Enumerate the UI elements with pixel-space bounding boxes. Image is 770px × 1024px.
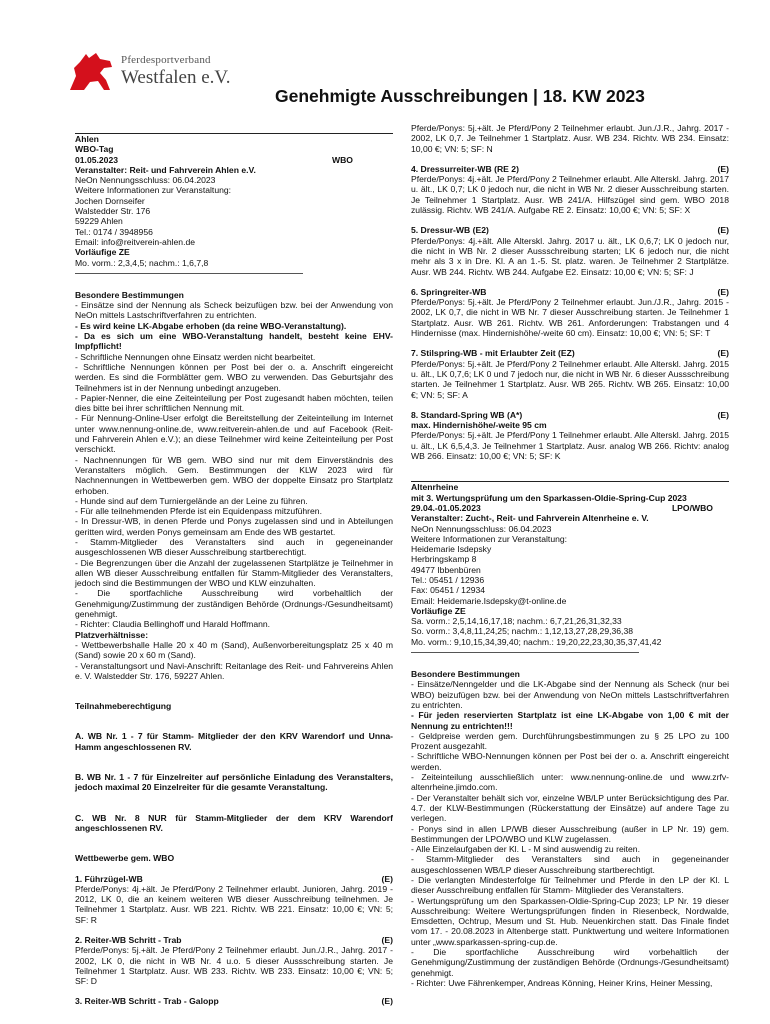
special-item: - Nachnennungen für WB gem. WBO sind nur mit dem Einverständnis des Veranstalters möglich. Gem. Bestimmungen der KLW 2023 wird für Nachnennungen in Wettbewerben gem. WBO der doppelte Einsatz pro Startplatz erhoben. xyxy=(75,454,393,496)
special2-item: - Für jeden reservierten Startplatz ist eine LK-Abgabe von 1,00 € mit der Nennung zu entrichten!!! xyxy=(411,710,729,731)
special2-item: - Richter: Uwe Fährenkemper, Andreas Könning, Heiner Krins, Heiner Messing, xyxy=(411,977,713,988)
wb3-title: 3. Reiter-WB Schritt - Trab - Galopp xyxy=(75,996,219,1007)
special-item: - Papier-Nenner, die eine Zeiteinteilung per Post zugesandt haben möchten, teilen dies bitte bei ihrer schriftlichen Nennung mit. xyxy=(75,392,393,414)
wb1-header xyxy=(75,874,393,884)
page-title: Genehmigte Ausschreibungen | 18. KW 2023 xyxy=(275,86,645,106)
special2-item: - Der Veranstalter behält sich vor, einzelne WB/LP unter Berücksichtigung des Par. 4.7. der KLW-Bestimmungen (Rückerstattung der Einsätze) auf andere Tage zu verlegen. xyxy=(411,792,729,824)
wb4-header xyxy=(411,164,729,174)
special-item: - Für Nennung-Online-User erfolgt die Bereitstellung der Zeiteinteilung im Internet unter www.nennung-online.de, www.reitverein-ahlen.de und auf Facebook (Reit- und Fahrverein Ahlen e.V.); an diese Teilnehmer wird keine Zeiteinteilung per Post verschickt. xyxy=(75,413,393,455)
event2-sa: Sa. vorm.: 2,5,14,16,17,18; nachm.: 6,7,21,26,31,32,33 xyxy=(411,616,622,627)
wb3-header xyxy=(75,996,393,1006)
event2-badge: LPO/WBO xyxy=(671,502,713,513)
special2-item: - Stamm-Mitglieder des Veranstalters sind auch in gegeneinander ausgeschlossenen WB/LP dieser Ausschreibung startberechtigt. xyxy=(411,854,729,875)
event-header-altenrheine xyxy=(411,481,729,523)
teilnahme-a: A. WB Nr. 1 - 7 für Stamm- Mitglieder der den KRV Warendorf und Unna-Hamm angeschlossenen RV. xyxy=(75,731,393,752)
wb6-title: 6. Springreiter-WB xyxy=(411,286,487,297)
event-schedule: Mo. vorm.: 2,3,4,5; nachm.: 1,6,7,8 xyxy=(75,257,209,268)
platz-item: - Wettbewerbshalle Halle 20 x 40 m (Sand), Außenvorbereitungsplatz 25 x 40 m (Sand) sowie 20 x 60 m (Sand). xyxy=(75,639,393,661)
event2-deadline: NeOn Nennungsschluss: 06.04.2023 xyxy=(411,523,552,534)
special-item: - Hunde sind auf dem Turniergelände an der Leine zu führen. xyxy=(75,495,308,506)
wb3-text: Pferde/Ponys: 5j.+ält. Je Pferd/Pony 2 Teilnehmer erlaubt. Jun./J.R., Jahrg. 2017 - 2002, LK 0,7. Je Teilnehmer 1 Startplatz. Ausr. WB 234. Richtv. WB 234. Einsatz: 10,00 €; VN: 5; SF: N xyxy=(411,123,729,154)
special-item: - Da es sich um eine WBO-Veranstaltung handelt, besteht keine EHV-Impfpflicht! xyxy=(75,331,393,352)
event2-email[interactable]: Email: Heidemarie.Isdepsky@t-online.de xyxy=(411,595,567,606)
wb4-text: Pferde/Ponys: 4j.+ält. Je Pferd/Pony 2 Teilnehmer erlaubt. Alle Alterskl. Jahrg. 2017 u. ält., LK 0,7; LK 0 jedoch nur, die nicht in WB Nr. 2 dieser Ausschreibung starten. Je Teilnehmer 1 Startplatz. Ausr. WB 241/A. Hilfszügel sind gem. WBO 2018 zulässig. Richtv. WB 241/A. Aufgabe RE 2. Einsatz: 10,00 €; VN: 5; SF: X xyxy=(411,174,729,216)
logo-line-1: Pferdesportverband xyxy=(121,54,211,66)
wb2-text: Pferde/Ponys: 5j.+ält. Je Pferd/Pony 2 Teilnehmer erlaubt. Jun./J.R., Jahrg. 2017 - 2002, LK 0, die nicht in WB Nr. 4 u.o. 5 dieser Aussschreibung starten. Je Teilnehmer 1 Startplatz. Ausr. WB 233. Richtv. WB 233. Einsatz: 10,00 €; VN: 5; SF: D xyxy=(75,945,393,987)
event2-prelim: Vorläufige ZE xyxy=(411,605,466,616)
special2-item: - Zeiteinteilung ausschließlich unter: www.nennung-online.de und www.zrfv-altenrheine.jimdo.com. xyxy=(411,772,729,793)
event-tel: Tel.: 0174 / 3948956 xyxy=(75,226,153,237)
wb2-header xyxy=(75,935,393,945)
wb5-e: (E) xyxy=(717,225,729,236)
event-type: WBO-Tag xyxy=(75,144,114,155)
event2-info-label: Weitere Informationen zur Veranstaltung: xyxy=(411,533,568,544)
special2-item: - Ponys sind in allen LP/WB dieser Ausschreibung (außer in LP Nr. 19) gem. Bestimmungen der LPO/WBO und KLW zugelassen. xyxy=(411,823,729,844)
event-badge: WBO xyxy=(331,154,353,165)
wb5-title: 5. Dressur-WB (E2) xyxy=(411,225,489,236)
wb6-header xyxy=(411,287,729,297)
wb4-title: 4. Dressurreiter-WB (RE 2) xyxy=(411,163,519,174)
event2-so: So. vorm.: 3,4,8,11,24,25; nachm.: 1,12,13,27,28,29,36,38 xyxy=(411,626,633,637)
event-street: Walstedder Str. 176 xyxy=(75,206,151,217)
special2-item: - Wertungsprüfung um den Sparkassen-Oldie-Spring-Cup 2023; LP Nr. 19 dieser Ausschreibung: Weitere Wertungsprüfungen finden in Riesenbeck, Nordwalde, Emsdetten, Ochtrup, Mesum und St. Hub. Neuenkirchen statt. Das Finale findet vom 17. - 20.08.2023 in Altenberge statt. Punktwertung und weitere Informationen unter „www.sparkassen-spring-cup.de. xyxy=(411,895,729,947)
event-contact: Jochen Dornseifer xyxy=(75,195,145,206)
teilnahme-b: B. WB Nr. 1 - 7 für Einzelreiter auf persönliche Einladung des Veranstalters, jedoch maximal 20 Einzelreiter für die gesamte Veranstaltung. xyxy=(75,772,393,793)
event-date-row xyxy=(75,155,393,165)
special2-item: - Die verlangten Mindesterfolge für Teilnehmer und Pferde in den LP der Kl. L dieser Ausschreibung entfallen für Stamm- Mitglieder des Veranstalters. xyxy=(411,875,729,896)
event-prelim: Vorläufige ZE xyxy=(75,247,130,258)
special-item: - Es wird keine LK-Abgabe erhoben (da reine WBO-Veranstaltung). xyxy=(75,320,347,331)
wb6-text: Pferde/Ponys: 5j.+ält. Je Pferd/Pony 2 Teilnehmer erlaubt. Jun./J.R., Jahrg. 2015 - 2002, LK 0,7, die nicht in WB Nr. 7 dieser Ausschreibung starten. Je Teilnehmer 1 Startplatz. Ausr. WB 261. Richtv. WB 261. Anforderungen: Trabstangen und 4 Hindernisse (max. Hindernishöhe/-weite 60 cm). Einsatz: 10,00 €; VN: 5; SF: T xyxy=(411,297,729,339)
event-date: 01.05.2023 xyxy=(75,154,119,165)
special2-item: - Schriftliche WBO-Nennungen können per Post bei der o. a. Anschrift eingereicht werden. xyxy=(411,751,729,772)
wb5-text: Pferde/Ponys: 4j.+ält. Alle Alterskl. Jahrg. 2017 u. ält., LK 0,6,7; LK 0 jedoch nur, die nicht in WB Nr. 2 dieser Aussschreibung starten; LK 6 jedoch nur, die nicht mehr als 3 x in Dre. Kl. A an 1.-5. St. platz. waren. Je Teilnehmer 2 Startplätze. Ausr. WB 244. Richtv. WB 244. Aufgabe E2. Einsatz: 10,00 €; VN: 5; SF: J xyxy=(411,235,729,277)
wb2-e: (E) xyxy=(381,935,393,945)
wb1-text: Pferde/Ponys: 4j.+ält. Je Pferd/Pony 2 Teilnehmer erlaubt. Junioren, Jahrg. 2019 - 2012, LK 0, die an keinem weiteren WB dieser Ausschreibung teilnehmen. Je Teilnehmer 1 Startplatz. Ausr. WB 221. Richtv. WB 221. Einsatz: 10,00 €; VN: 5; SF: R xyxy=(75,883,393,925)
event2-zip: 49477 Ibbenbüren xyxy=(411,564,481,575)
event-city: Ahlen xyxy=(75,134,99,144)
special-item: - Für alle teilnehmenden Pferde ist ein Equidenpass mitzuführen. xyxy=(75,506,322,517)
event-zip: 59229 Ahlen xyxy=(75,216,123,227)
event2-tel: Tel.: 05451 / 12936 xyxy=(411,574,485,585)
special-item: - Stamm-Mitglieder des Veranstalters sind auch in gegeneinander ausgeschlossenen WB dieser Ausschreibung startberechtigt. xyxy=(75,536,393,558)
left-column xyxy=(75,123,393,1007)
special2-title: Besondere Bestimmungen xyxy=(411,669,520,680)
event2-mo: Mo. vorm.: 9,10,15,34,39,40; nachm.: 19,20,22,23,30,35,37,41,42 xyxy=(411,636,662,647)
event2-date: 29.04.-01.05.2023 xyxy=(411,502,481,513)
event2-street: Herbringskamp 8 xyxy=(411,554,477,565)
teilnahme-c: C. WB Nr. 8 NUR für Stamm-Mitglieder der dem KRV Warendorf angeschlossenen RV. xyxy=(75,812,393,833)
wb7-e: (E) xyxy=(717,348,729,359)
event-info-label: Weitere Informationen zur Veranstaltung: xyxy=(75,185,232,196)
event2-city: Altenrheine xyxy=(411,482,459,493)
event-organizer: Veranstalter: Reit- und Fahrverein Ahlen e.V. xyxy=(75,164,256,175)
event2-organizer: Veranstalter: Zucht-, Reit- und Fahrverein Altenrheine e. V. xyxy=(411,513,649,524)
platz-item: - Veranstaltungsort und Navi-Anschrift: Reitanlage des Reit- und Fahrvereins Ahlen e. V. Walstedder Str. 176, 59227 Ahlen. xyxy=(75,660,393,681)
special-item: - Die Begrenzungen über die Anzahl der zugelassenen Startplätze je Teilnehmer in allen WB dieser Ausschreibung entfallen für Stamm-Mitglieder des Veranstalters, jedoch sind die Bestimmungen der WBO und KLW einzuhalten. xyxy=(75,557,393,589)
wb3-e: (E) xyxy=(381,996,393,1007)
wb8-title: 8. Standard-Spring WB (A*) xyxy=(411,409,523,420)
wb7-header xyxy=(411,348,729,358)
wb6-e: (E) xyxy=(717,286,729,297)
wb7-title: 7. Stilspring-WB - mit Erlaubter Zeit (EZ) xyxy=(411,348,575,359)
pferdesportverband-logo xyxy=(66,50,256,98)
wb-title: Wettbewerbe gem. WBO xyxy=(75,853,175,864)
special2-item: - Alle Einzelaufgaben der Kl. L - M sind auswendig zu reiten. xyxy=(411,844,640,855)
special2-item: - Einsätze/Nenngelder und die LK-Abgabe sind der Nennung als Scheck (nur bei WBO) beizufügen bzw. bei der Anwendung von NeOn mittels Lastschriftverfahren zu entrichten. xyxy=(411,679,729,710)
wb7-text: Pferde/Ponys: 5j.+ält. Je Pferd/Pony 2 Teilnehmer erlaubt. Alle Alterskl. Jahrg. 2015 u. ält., LK 0,7,6; LK 0 und 7 jedoch nur, die nicht in WB Nr. 6 dieser Aussschreibung starten. Je Teilnehmer 1 Startplatz. Ausr. WB 265. Richtv. WB 265. Einsatz: 10,00 €; VN: 5; SF: A xyxy=(411,358,729,400)
event-header-ahlen xyxy=(75,133,393,175)
special2-item: - Die sportfachliche Ausschreibung wird vorbehaltlich der Genehmigung/Zustimmung der zuständigen Behörde (Ordnungs-/Gesundheitsamt) genehmigt. xyxy=(411,947,729,978)
special-item: - Schriftliche Nennungen ohne Einsatz werden nicht bearbeitet. xyxy=(75,351,316,362)
special2-item: - Geldpreise werden gem. Durchführungsbestimmungen zu § 25 LPO zu 100 Prozent ausgezahlt. xyxy=(411,730,729,752)
logo-line-2: Westfalen e.V. xyxy=(121,67,231,88)
special-title: Besondere Bestimmungen xyxy=(75,289,184,300)
platz-title: Platzverhältnisse: xyxy=(75,629,149,640)
special-item: - Schriftliche Nennungen können per Post bei der o. a. Anschrift eingereicht werden. Es sind die Formblätter gem. WBO zu verwenden. Das Geburtsjahr des Teilnehmers ist in der Nennung unbedingt anzugeben. xyxy=(75,361,393,393)
wb1-title: 1. Führzügel-WB xyxy=(75,873,143,884)
wb8-sub: max. Hindernishöhe/-weite 95 cm xyxy=(411,420,547,431)
wb2-title: 2. Reiter-WB Schritt - Trab xyxy=(75,935,182,945)
wb8-e: (E) xyxy=(717,409,729,420)
right-column xyxy=(411,123,729,988)
wb8-text: Pferde/Ponys: 5j.+ält. Je Pferd/Pony 1 Teilnehmer erlaubt. Alle Alterskl. Jahrg. 2015 u. ält., LK 6,5,4,3. Je Teilnehmer 1 Startplatz. Ausr. analog WB 266. Richtv: analog WB 266. Einsatz: 10,00 €; VN: 5; SF: K xyxy=(411,430,729,462)
event-email[interactable]: Email: info@reitverein-ahlen.de xyxy=(75,236,196,247)
wb5-header xyxy=(411,225,729,235)
wb1-e: (E) xyxy=(381,873,393,884)
special-item: - Einsätze sind der Nennung als Scheck beizufügen bzw. bei der Anwendung von NeOn mittels Lastschriftverfahren zu entrichten. xyxy=(75,300,393,321)
teilnahme-title: Teilnahmeberechtigung xyxy=(75,701,172,712)
special-item: - Richter: Claudia Bellinghoff und Harald Hoffmann. xyxy=(75,619,271,630)
wb4-e: (E) xyxy=(717,163,729,174)
event2-date-row xyxy=(411,503,729,513)
special-item: - In Dressur-WB, in denen Pferde und Ponys zugelassen sind und in Abteilungen geritten wird, werden Ponys gemeinsam am Ende des WB gestartet. xyxy=(75,516,393,537)
event2-fax: Fax: 05451 / 12934 xyxy=(411,585,486,596)
special-item: - Die sportfachliche Ausschreibung wird vorbehaltlich der Genehmigung/Zustimmung der zuständigen Behörde (Ordnungs-/Gesundheitsamt) genehmigt. xyxy=(75,588,393,620)
event2-type: mit 3. Wertungsprüfung um den Sparkassen-Oldie-Spring-Cup 2023 xyxy=(411,492,687,503)
event2-contact: Heidemarie Isdepsky xyxy=(411,544,492,555)
wb8-header xyxy=(411,410,729,420)
horse-logo-icon xyxy=(66,50,116,94)
event-deadline: NeOn Nennungsschluss: 06.04.2023 xyxy=(75,175,216,186)
